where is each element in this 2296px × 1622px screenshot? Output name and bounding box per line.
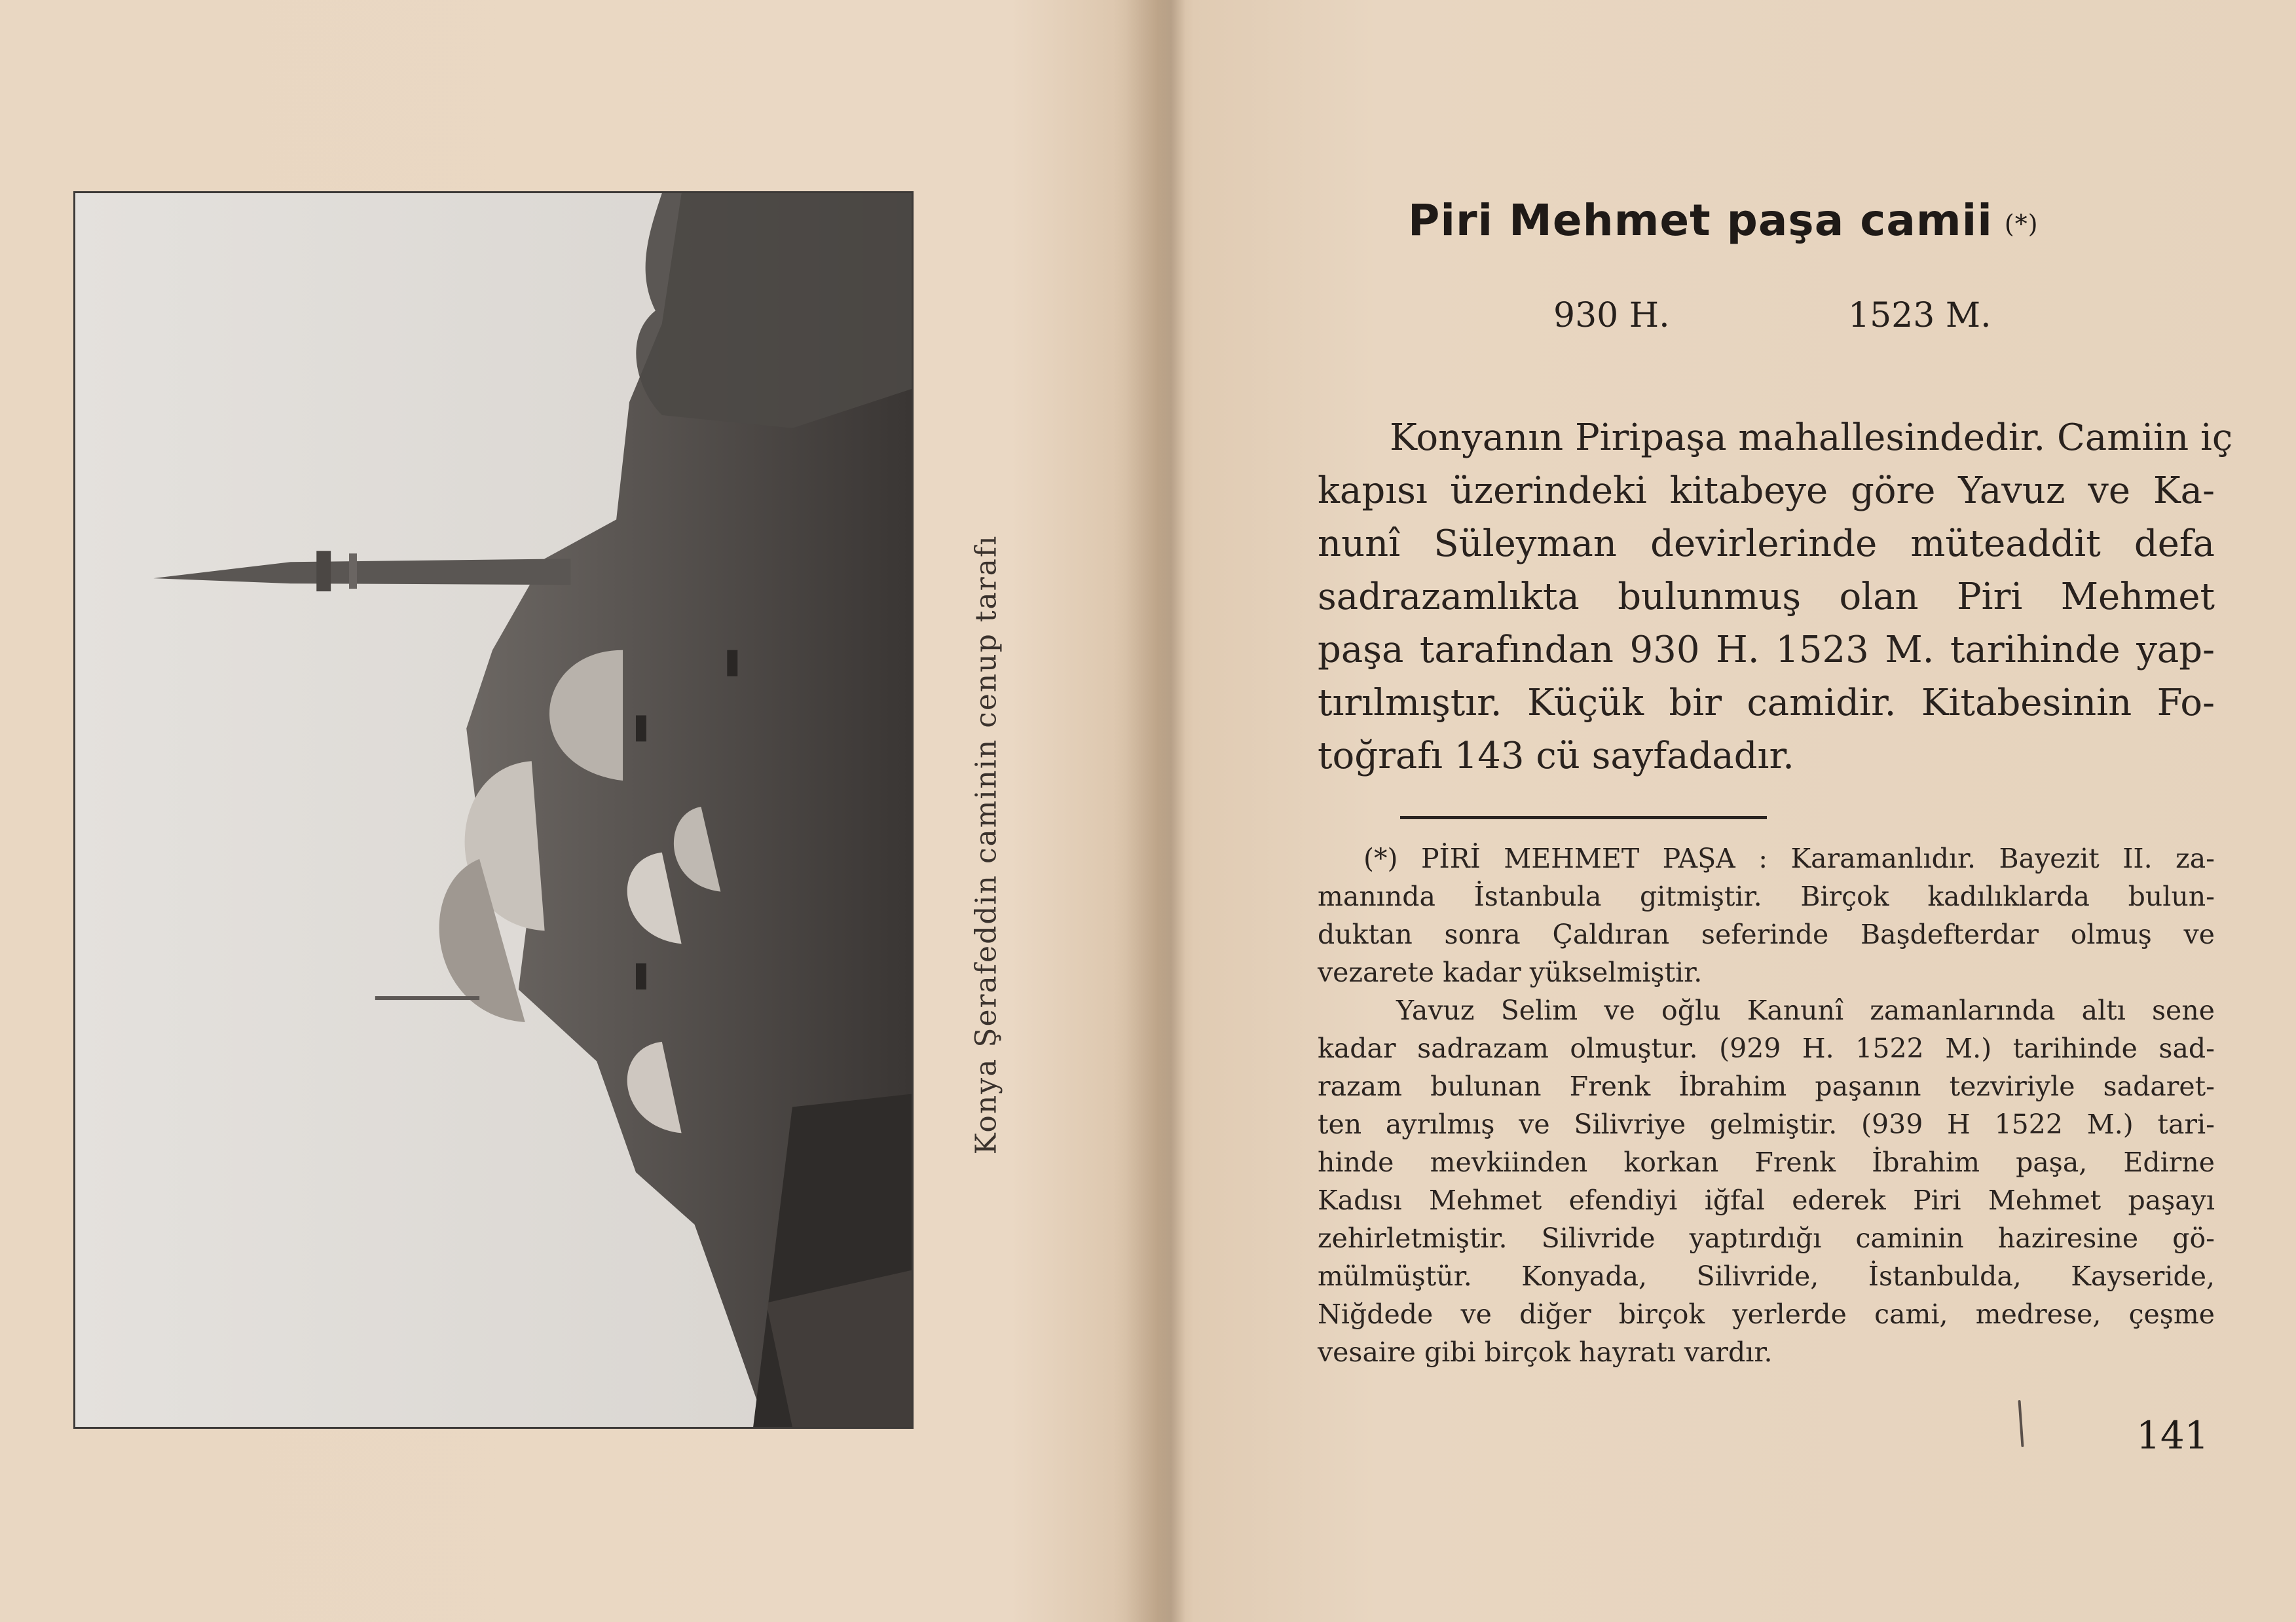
mosque-photo-illustration (75, 193, 912, 1427)
footnote-line: hinde mevkiinden korkan Frenk İbrahim paşa, Edirne (1318, 1147, 2215, 1178)
footnote-line: zehirletmiştir. Silivride yaptırdığı caminin haziresine gö- (1318, 1223, 2215, 1254)
book-gutter (1113, 0, 1185, 1622)
body-paragraph (1318, 411, 2233, 783)
date-hijri: 930 H. (1553, 296, 1670, 335)
mosque-photograph (73, 191, 914, 1429)
footnote (1318, 839, 2215, 1371)
page-number: 141 (2136, 1413, 2209, 1458)
footnote-line: manında İstanbula gitmiştir. Birçok kadılıklarda bulun- (1318, 881, 2215, 912)
footnote-line: ten ayrılmış ve Silivriye gelmiştir. (939 H 1522 M.) tari- (1318, 1109, 2215, 1140)
footnote-line: kadar sadrazam olmuştur. (929 H. 1522 M.) tarihinde sad- (1318, 1033, 2215, 1064)
page-title (1408, 195, 2194, 246)
footnote-line: duktan sonra Çaldıran seferinde Başdefterdar olmuş ve (1318, 919, 2215, 950)
footnote-line: vesaire gibi birçok hayratı vardır. (1318, 1336, 1773, 1368)
footnote-line: (*) PİRİ MEHMET PAŞA : Karamanlıdır. Bayezit II. za- (1363, 843, 2215, 874)
footnote-divider (1400, 816, 1767, 819)
footnote-line: vezarete kadar yükselmiştir. (1318, 957, 1703, 988)
pencil-mark (2018, 1400, 2024, 1447)
footnote-line: Niğdede ve diğer birçok yerlerde cami, medrese, çeşme (1318, 1299, 2215, 1330)
footnote-line: mülmüştür. Konyada, Silivride, İstanbulda, Kayseride, (1318, 1261, 2215, 1292)
photo-caption: Konya Şerafeddin caminin cenup tarafı (969, 534, 1003, 1155)
body-line: kapısı üzerindeki kitabeye göre Yavuz ve Ka- (1318, 470, 2215, 512)
photo-caption-area (954, 517, 1019, 1172)
title-text: Piri Mehmet paşa camii (1408, 195, 1993, 246)
footnote-line: razam bulunan Frenk İbrahim paşanın tezviriyle sadaret- (1318, 1071, 2215, 1102)
body-line: toğrafı 143 cü sayfadadır. (1318, 735, 1794, 777)
body-line: nunî Süleyman devirlerinde müteaddit defa (1318, 523, 2215, 565)
body-line: sadrazamlıkta bulunmuş olan Piri Mehmet (1318, 576, 2215, 618)
title-footnote-marker: (*) (2004, 210, 2039, 238)
date-gregorian: 1523 M. (1848, 296, 1991, 335)
body-line: tırılmıştır. Küçük bir camidir. Kitabesinin Fo- (1318, 682, 2215, 724)
body-line: Konyanın Piripaşa mahallesindedir. Camiin iç (1390, 416, 2233, 459)
footnote-line: Kadısı Mehmet efendiyi iğfal ederek Piri Mehmet paşayı (1318, 1185, 2215, 1216)
body-line: paşa tarafından 930 H. 1523 M. tarihinde yap- (1318, 629, 2215, 671)
footnote-line: Yavuz Selim ve oğlu Kanunî zamanlarında altı sene (1396, 995, 2215, 1026)
